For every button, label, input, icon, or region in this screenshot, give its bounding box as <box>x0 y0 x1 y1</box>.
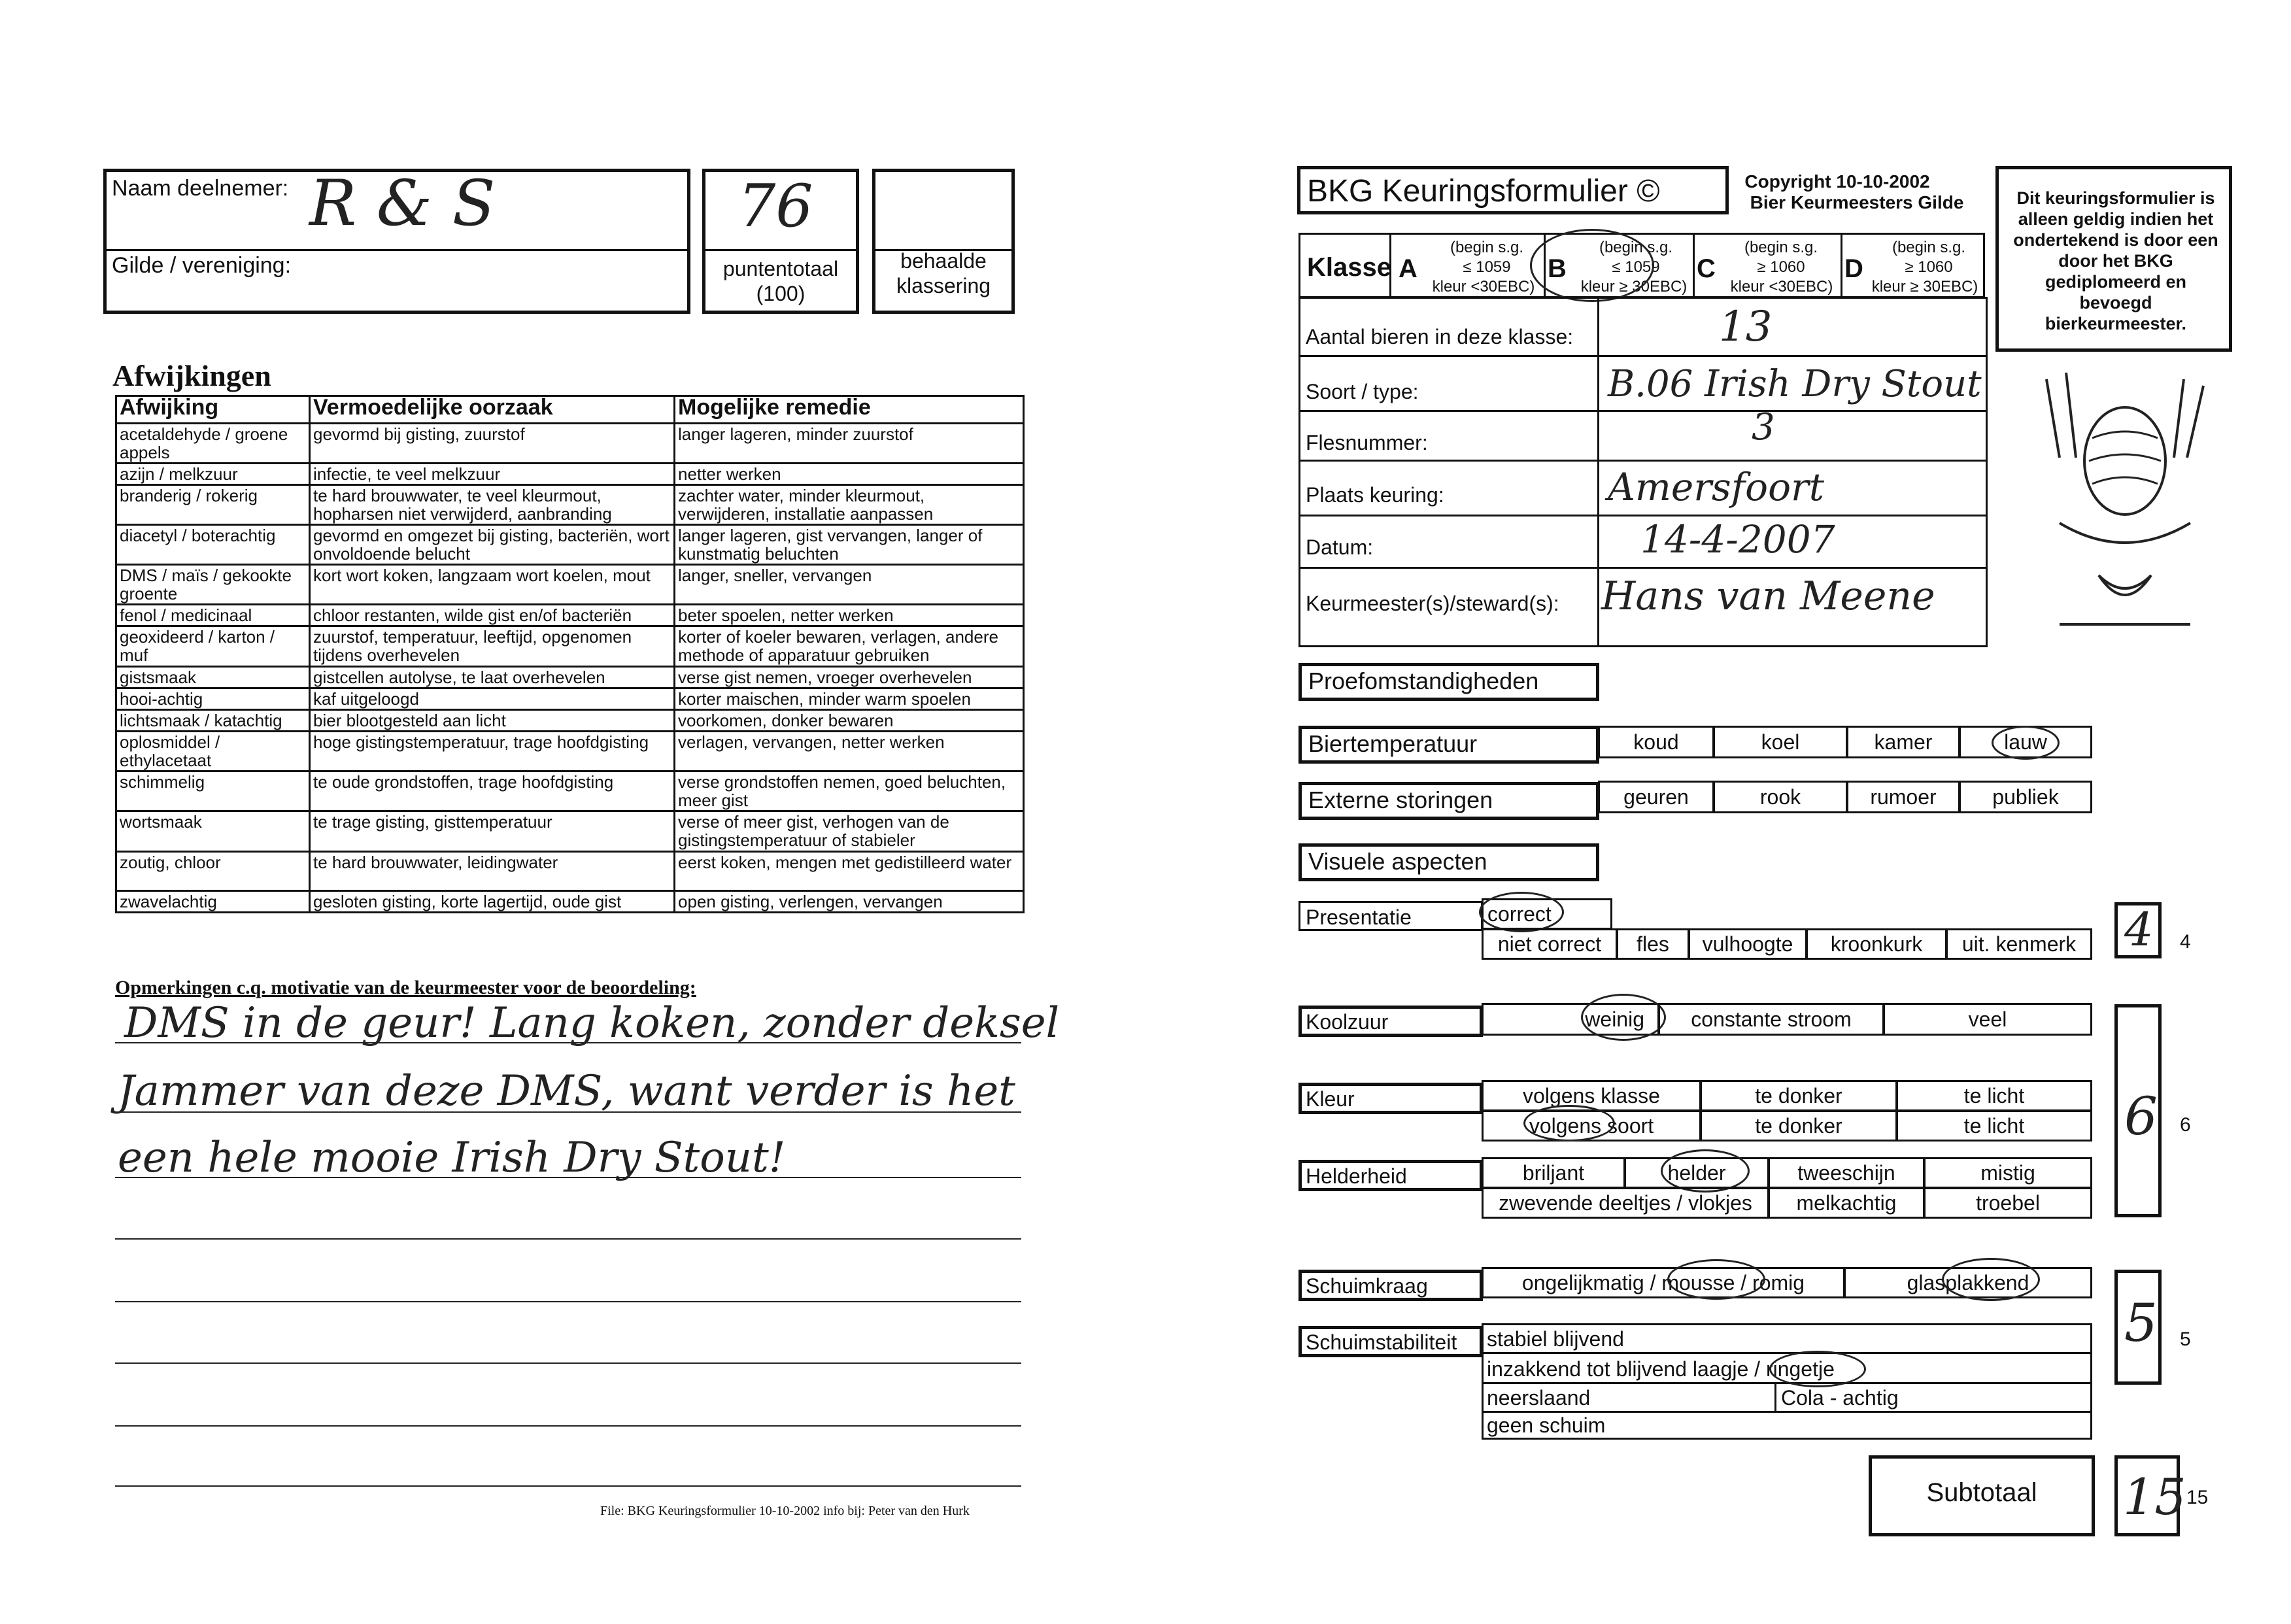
schuimstab-label <box>1298 1326 1483 1357</box>
schuimkraag-label <box>1298 1270 1483 1301</box>
subtotaal-score-box <box>2114 1455 2186 1536</box>
remedy-cell: langer, sneller, vervangen <box>675 565 1024 605</box>
kleur-label <box>1298 1083 1483 1114</box>
deviation-cell: wortsmaak <box>116 811 310 852</box>
participant-box <box>103 169 690 314</box>
table-row <box>116 424 1024 464</box>
score-box-kleur <box>2114 1004 2162 1217</box>
table-row <box>116 667 1024 688</box>
deviation-cell: hooi-achtig <box>116 688 310 710</box>
remark-line-3: een hele mooie Irish Dry Stout! <box>118 1134 786 1182</box>
table-row <box>116 525 1024 565</box>
cause-cell: infectie, te veel melkzuur <box>310 464 675 485</box>
class-a-line3: kleur <30EBC) <box>1432 278 1535 296</box>
field-date-value: 14-4-2007 <box>1640 517 1835 562</box>
koolzuur-weinig[interactable]: weinig <box>1482 1003 1659 1036</box>
field-place-value: Amersfoort <box>1608 465 1825 509</box>
presentatie-correct[interactable]: correct <box>1482 898 1612 930</box>
form-title: BKG Keuringsformulier © <box>1307 174 1660 209</box>
temp-koud[interactable]: koud <box>1598 726 1714 758</box>
table-row <box>116 626 1024 667</box>
class-b-line1: (begin s.g. <box>1599 239 1673 256</box>
table-row <box>116 891 1024 913</box>
table-row <box>116 710 1024 732</box>
helderheid-melkachtig[interactable]: melkachtig <box>1768 1187 1925 1219</box>
presentatie-kroonkurk[interactable]: kroonkurk <box>1806 928 1947 960</box>
class-d-line3: kleur ≥ 30EBC) <box>1871 278 1978 296</box>
deviation-cell: gistsmaak <box>116 667 310 688</box>
field-type-label: Soort / type: <box>1306 380 1419 403</box>
subtotaal-max: 15 <box>2186 1487 2209 1508</box>
schuimstab-cola[interactable]: Cola - achtig <box>1781 1386 1899 1410</box>
deviation-cell: zwavelachtig <box>116 891 310 913</box>
temp-lauw[interactable]: lauw <box>1959 726 2092 758</box>
externe-geuren[interactable]: geuren <box>1598 781 1714 813</box>
deviation-cell: geoxideerd / karton / muf <box>116 626 310 667</box>
classification-box <box>872 169 1015 314</box>
koolzuur-veel[interactable]: veel <box>1883 1003 2092 1036</box>
koolzuur-constante[interactable]: constante stroom <box>1658 1003 1884 1036</box>
field-place-label: Plaats keuring: <box>1306 483 1444 507</box>
cause-cell: hoge gistingstemperatuur, trage hoofdgisting <box>310 732 675 771</box>
deviation-cell: fenol / medicinaal <box>116 605 310 626</box>
kleur-volgens-klasse[interactable]: volgens klasse <box>1482 1080 1701 1111</box>
file-footer: File: BKG Keuringsformulier 10-10-2002 info bij: Peter van den Hurk <box>600 1504 970 1518</box>
score-box-schuim <box>2114 1270 2162 1385</box>
field-judge-value: Hans van Meene <box>1601 573 1935 619</box>
deviation-cell: acetaldehyde / groene appels <box>116 424 310 464</box>
class-c-letter: C <box>1697 254 1716 283</box>
remedy-cell: beter spoelen, netter werken <box>675 605 1024 626</box>
presentatie-label <box>1298 901 1483 931</box>
schuimstab-neerslaand[interactable]: neerslaand <box>1487 1386 1591 1410</box>
validity-note: Dit keuringsformulier is alleen geldig indien het ondertekend is door een door het BKG gediplomeerd en bevoegd bierkeurmeester. <box>2013 188 2218 333</box>
table-row <box>116 811 1024 852</box>
helderheid-tweeschijn[interactable]: tweeschijn <box>1768 1157 1925 1189</box>
class-b-line2: ≤ 1059 <box>1612 258 1660 276</box>
class-b-circle <box>1530 229 1654 302</box>
participant-label: Naam deelnemer: <box>112 176 289 201</box>
remedy-cell: langer lageren, gist vervangen, langer of kunstmatig beluchten <box>675 525 1024 565</box>
table-row <box>116 688 1024 710</box>
helderheid-label-text: Helderheid <box>1306 1164 1407 1188</box>
guild-label: Gilde / vereniging: <box>112 253 292 278</box>
score-presentatie-max: 4 <box>2180 931 2191 953</box>
score-label: puntentotaal <box>722 257 839 280</box>
kleur-te-licht-1[interactable]: te licht <box>1896 1080 2092 1111</box>
cause-cell: gevormd en omgezet bij gisting, bacteriën, wort onvoldoende belucht <box>310 525 675 565</box>
cause-cell: kaf uitgeloogd <box>310 688 675 710</box>
cause-cell: zuurstof, temperatuur, leeftijd, opgenomen tijdens overhevelen <box>310 626 675 667</box>
class-c-line2: ≥ 1060 <box>1757 258 1805 276</box>
score-box <box>702 169 859 314</box>
classification-label-2: klassering <box>896 274 991 297</box>
remedy-cell: netter werken <box>675 464 1024 485</box>
class-b-line3: kleur ≥ 30EBC) <box>1580 278 1688 296</box>
kleur-te-donker-2[interactable]: te donker <box>1700 1110 1897 1142</box>
deviation-cell: schimmelig <box>116 771 310 811</box>
table-row <box>116 485 1024 525</box>
proef-title: Proefomstandigheden <box>1298 663 1599 701</box>
field-date-label: Datum: <box>1306 535 1374 559</box>
copyright-line-1: Copyright 10-10-2002 <box>1744 171 1930 192</box>
deviation-cell: oplosmiddel / ethylacetaat <box>116 732 310 771</box>
subtotaal-value: 15 <box>2123 1468 2186 1526</box>
form-title-box <box>1297 166 1729 214</box>
remedy-cell: open gisting, verlengen, vervangen <box>675 891 1024 913</box>
remedy-cell: korter maischen, minder warm spoelen <box>675 688 1024 710</box>
remedy-cell: korter of koeler bewaren, verlagen, andere methode of apparatuur gebruiken <box>675 626 1024 667</box>
class-b-letter: B <box>1548 254 1567 283</box>
kleur-te-licht-2[interactable]: te licht <box>1896 1110 2092 1142</box>
schuimstab-label-text: Schuimstabiliteit <box>1306 1330 1457 1354</box>
kleur-te-donker-1[interactable]: te donker <box>1700 1080 1897 1111</box>
externe-rumoer[interactable]: rumoer <box>1846 781 1960 813</box>
table-row <box>116 852 1024 891</box>
deviations-table <box>115 395 1025 913</box>
header-cause: Vermoedelijke oorzaak <box>310 396 675 424</box>
subtotaal-box <box>1869 1455 2095 1536</box>
deviation-cell: azijn / melkzuur <box>116 464 310 485</box>
remark-line-2: Jammer van deze DMS, want verder is het <box>118 1067 1015 1115</box>
score-max-label: (100) <box>756 282 806 305</box>
kleur-volgens-soort-circle <box>1523 1105 1615 1142</box>
deviation-cell: lichtsmaak / katachtig <box>116 710 310 732</box>
schuimkraag-glasplakkend[interactable]: glasplakkend <box>1844 1267 2092 1298</box>
remedy-cell: verse gist nemen, vroeger overhevelen <box>675 667 1024 688</box>
field-count-value: 13 <box>1719 303 1773 351</box>
score-presentatie-value: 4 <box>2124 903 2154 956</box>
schuimstab-geen[interactable]: geen schuim <box>1487 1413 1606 1437</box>
schuimstab-stabiel[interactable]: stabiel blijvend <box>1487 1327 1624 1351</box>
class-label: Klasse <box>1307 253 1391 282</box>
helderheid-troebel[interactable]: troebel <box>1924 1187 2092 1219</box>
presentatie-vulhoogte[interactable]: vulhoogte <box>1688 928 1807 960</box>
externe-label: Externe storingen <box>1298 782 1599 820</box>
table-row <box>116 464 1024 485</box>
helderheid-label <box>1298 1160 1483 1191</box>
kleur-label-text: Kleur <box>1306 1087 1355 1111</box>
helderheid-mistig[interactable]: mistig <box>1924 1157 2092 1189</box>
class-d-letter: D <box>1844 254 1863 283</box>
presentatie-correct-circle <box>1479 892 1564 932</box>
remedy-cell: verlagen, vervangen, netter werken <box>675 732 1024 771</box>
remedy-cell: verse of meer gist, verhogen van de gistingstemperatuur of stabieler <box>675 811 1024 852</box>
participant-value: R & S <box>309 167 496 240</box>
schuimkraag-ongelijkmatig[interactable]: ongelijkmatig / mousse / romig <box>1482 1267 1845 1298</box>
field-count-label: Aantal bieren in deze klasse: <box>1306 325 1574 348</box>
copyright-line-2: Bier Keurmeesters Gilde <box>1750 192 1964 212</box>
koolzuur-label-text: Koolzuur <box>1306 1010 1389 1034</box>
helderheid-helder-circle <box>1661 1149 1750 1193</box>
koolzuur-label <box>1298 1006 1483 1037</box>
presentatie-niet-correct[interactable]: niet correct <box>1482 928 1618 960</box>
deviations-title: Afwijkingen <box>112 359 271 392</box>
field-judge-label: Keurmeester(s)/steward(s): <box>1306 592 1559 615</box>
deviation-cell: diacetyl / boterachtig <box>116 525 310 565</box>
header-deviation: Afwijking <box>116 396 310 424</box>
cause-cell: chloor restanten, wilde gist en/of bacteriën <box>310 605 675 626</box>
cause-cell: te oude grondstoffen, trage hoofdgisting <box>310 771 675 811</box>
visuele-title: Visuele aspecten <box>1298 843 1599 881</box>
cause-cell: te trage gisting, gisttemperatuur <box>310 811 675 852</box>
bier-temp-label: Biertemperatuur <box>1298 726 1599 764</box>
helderheid-zwevende[interactable]: zwevende deeltjes / vlokjes <box>1482 1187 1769 1219</box>
score-schuim-max: 5 <box>2180 1328 2191 1350</box>
deviation-cell: DMS / maïs / gekookte groente <box>116 565 310 605</box>
table-row <box>116 771 1024 811</box>
remedy-cell: langer lageren, minder zuurstof <box>675 424 1024 464</box>
score-kleur-max: 6 <box>2180 1114 2191 1136</box>
schuimstab-ringetje-circle <box>1769 1351 1866 1387</box>
presentatie-fles[interactable]: fles <box>1616 928 1689 960</box>
class-c-line1: (begin s.g. <box>1744 239 1818 256</box>
externe-publiek[interactable]: publiek <box>1959 781 2092 813</box>
schuimkraag-mousse-circle <box>1667 1259 1765 1300</box>
temp-lauw-circle <box>1992 726 2060 760</box>
validity-note-box <box>1995 166 2232 352</box>
table-row <box>116 605 1024 626</box>
class-a-line1: (begin s.g. <box>1450 239 1524 256</box>
presentatie-uit-kenmerk[interactable]: uit. kenmerk <box>1946 928 2092 960</box>
class-a-letter: A <box>1399 254 1417 283</box>
cause-cell: gistcellen autolyse, te laat overhevelen <box>310 667 675 688</box>
header-remedy: Mogelijke remedie <box>675 396 1024 424</box>
class-d-line1: (begin s.g. <box>1892 239 1966 256</box>
cause-cell: gesloten gisting, korte lagertijd, oude gist <box>310 891 675 913</box>
remedy-cell: verse grondstoffen nemen, goed beluchten, meer gist <box>675 771 1024 811</box>
externe-rook[interactable]: rook <box>1713 781 1848 813</box>
cause-cell: te hard brouwwater, leidingwater <box>310 852 675 891</box>
remarks-title: Opmerkingen c.q. motivatie van de keurmeester voor de beoordeling: <box>115 977 696 998</box>
field-type-value: B.06 Irish Dry Stout <box>1608 363 1982 405</box>
deviation-cell: branderig / rokerig <box>116 485 310 525</box>
field-bottle-value: 3 <box>1752 406 1775 448</box>
temp-kamer[interactable]: kamer <box>1846 726 1960 758</box>
temp-koel[interactable]: koel <box>1713 726 1848 758</box>
score-box-presentatie <box>2114 902 2162 958</box>
class-c-line3: kleur <30EBC) <box>1730 278 1833 296</box>
cause-cell: bier blootgesteld aan licht <box>310 710 675 732</box>
classification-label-1: behaalde <box>900 249 987 273</box>
schuimkraag-label-text: Schuimkraag <box>1306 1274 1428 1298</box>
cause-cell: gevormd bij gisting, zuurstof <box>310 424 675 464</box>
class-d-line2: ≥ 1060 <box>1905 258 1953 276</box>
table-row <box>116 732 1024 771</box>
koolzuur-weinig-circle <box>1581 994 1666 1041</box>
schuimstab-inzakkend[interactable]: inzakkend tot blijvend laagje / ringetje <box>1487 1357 1835 1381</box>
cause-cell: kort wort koken, langzaam wort koelen, mout <box>310 565 675 605</box>
score-value: 76 <box>738 172 813 241</box>
remedy-cell: eerst koken, mengen met gedistilleerd water <box>675 852 1024 891</box>
remedy-cell: zachter water, minder kleurmout, verwijderen, installatie aanpassen <box>675 485 1024 525</box>
table-row <box>116 565 1024 605</box>
info-fields <box>1298 297 1988 647</box>
presentatie-label-text: Presentatie <box>1306 905 1412 929</box>
score-schuim-value: 5 <box>2124 1293 2158 1353</box>
helderheid-helder[interactable]: helder <box>1624 1157 1769 1189</box>
bkg-logo <box>2020 366 2230 641</box>
kleur-volgens-soort[interactable]: volgens soort <box>1482 1110 1701 1142</box>
schuimkraag-glasplakkend-circle <box>1942 1258 2040 1301</box>
score-kleur-value: 6 <box>2124 1086 2158 1147</box>
class-a-line2: ≤ 1059 <box>1463 258 1511 276</box>
field-bottle-label: Flesnummer: <box>1306 431 1428 454</box>
cause-cell: te hard brouwwater, te veel kleurmout, hopharsen niet verwijderd, aanbranding <box>310 485 675 525</box>
deviation-cell: zoutig, chloor <box>116 852 310 891</box>
remark-line-1: DMS in de geur! Lang koken, zonder deksel <box>124 999 1060 1047</box>
remedy-cell: voorkomen, donker bewaren <box>675 710 1024 732</box>
helderheid-briljant[interactable]: briljant <box>1482 1157 1625 1189</box>
subtotaal-label: Subtotaal <box>1926 1478 2037 1507</box>
